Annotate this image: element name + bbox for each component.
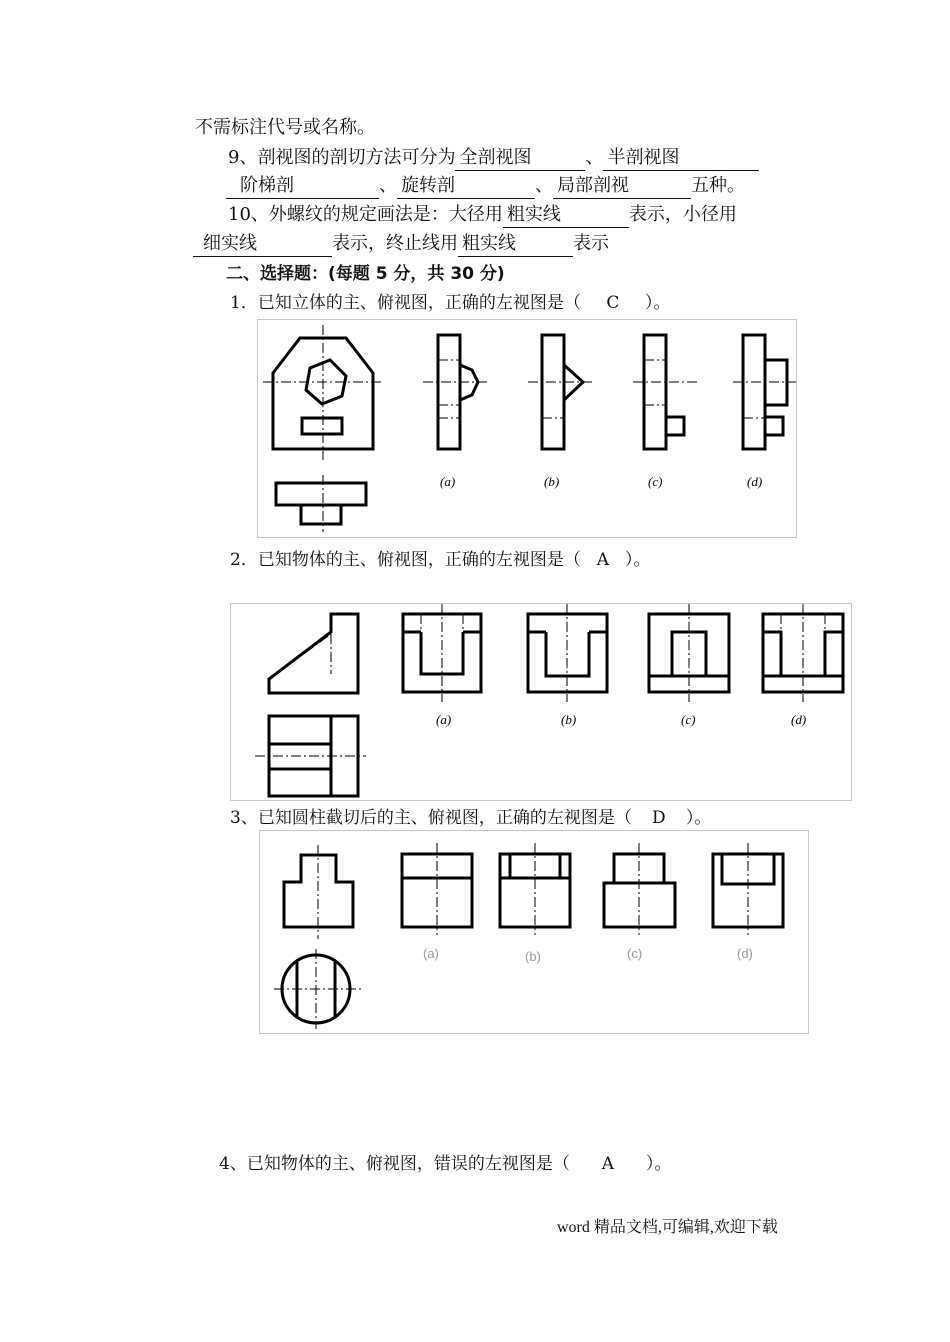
- q9-answer-5: 局部剖视: [553, 174, 691, 199]
- answer: D: [652, 808, 666, 828]
- q10-prefix: 10、外螺纹的规定画法是：大径用: [228, 204, 503, 225]
- section-2-title: 二、选择题：(每题 5 分，共 30 分): [226, 264, 505, 284]
- line-text: 不需标注代号或名称。: [195, 117, 375, 138]
- answer: A: [601, 1154, 614, 1174]
- q9-sep-3: 、: [535, 175, 553, 196]
- caption-c: (c): [627, 946, 643, 961]
- caption-d: (d): [791, 712, 807, 727]
- caption-c: (c): [681, 712, 696, 727]
- question-9-line-2: [226, 174, 745, 199]
- q10-mid: 表示，小径用: [628, 204, 737, 225]
- caption-c: (c): [648, 474, 663, 489]
- q9-sep-2: 、: [379, 175, 397, 196]
- q9-answer-3: 阶梯剖: [226, 174, 379, 199]
- question-4: 4、已知物体的主、俯视图，错误的左视图是（ A ）。: [219, 1154, 672, 1174]
- question-2: 2．已知物体的主、俯视图，正确的左视图是（ A ）。: [230, 550, 651, 570]
- figure-1-drawing: [258, 320, 796, 537]
- q10-suffix: 表示: [573, 233, 609, 254]
- caption-a: (a): [436, 712, 452, 727]
- caption-b: (b): [544, 474, 560, 489]
- caption-b: (b): [561, 712, 577, 727]
- q10-answer-2: 细实线: [193, 232, 332, 257]
- figure-2: [230, 603, 852, 801]
- caption-d: (d): [737, 946, 753, 961]
- caption-a: (a): [423, 946, 439, 961]
- q10-mid-2: 表示，终止线用: [332, 233, 458, 254]
- q10-answer-3: 粗实线: [458, 232, 573, 257]
- figure-3: [259, 830, 809, 1034]
- caption-b: (b): [525, 949, 541, 964]
- question-10-line-2: [193, 232, 609, 257]
- figure-3-drawing: [260, 831, 808, 1033]
- q9-prefix: 9、剖视图的剖切方法可分为: [228, 147, 456, 168]
- question-3: 3、已知圆柱截切后的主、俯视图，正确的左视图是（ D ）。: [230, 808, 712, 828]
- question-9-line-1: [228, 146, 759, 171]
- q9-sep-1: 、: [585, 147, 604, 168]
- figure-1: [257, 319, 797, 538]
- q9-suffix: 五种。: [691, 175, 745, 196]
- q9-answer-1: 全剖视图: [455, 146, 585, 171]
- q10-answer-1: 粗实线: [503, 203, 629, 228]
- question-10-line-1: [228, 203, 737, 228]
- figure-2-drawing: [231, 604, 851, 800]
- q9-answer-2: 半剖视图: [603, 146, 759, 171]
- caption-d: (d): [747, 474, 763, 489]
- text-line-1: [195, 116, 375, 140]
- q9-answer-4: 旋转剖: [397, 174, 535, 199]
- answer: A: [596, 550, 609, 570]
- question-1: 1．已知立体的主、俯视图，正确的左视图是（ C ）。: [230, 293, 671, 313]
- caption-a: (a): [440, 474, 456, 489]
- page-footer: word 精品文档,可编辑,欢迎下载: [557, 1219, 778, 1236]
- answer: C: [606, 293, 620, 313]
